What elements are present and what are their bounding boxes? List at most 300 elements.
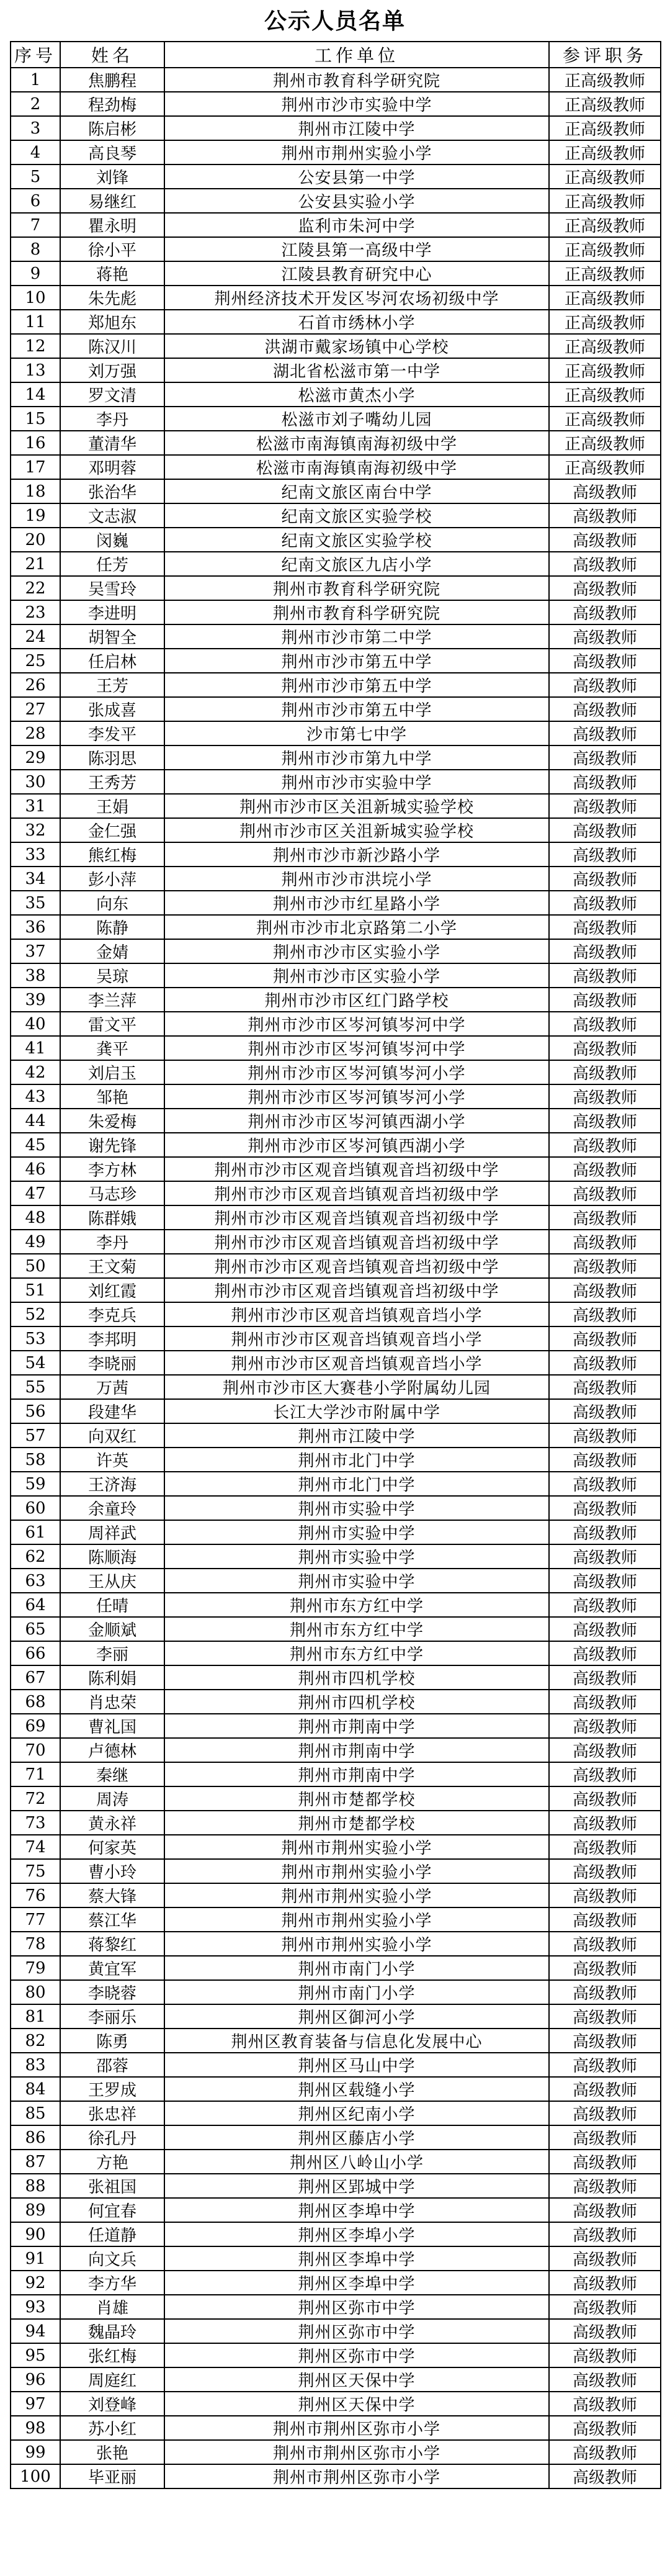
cell-work-unit: 荆州市沙市区岑河镇岑河中学 bbox=[164, 1012, 549, 1036]
cell-position: 高级教师 bbox=[549, 745, 661, 770]
cell-name: 朱先彪 bbox=[60, 286, 164, 310]
cell-position: 高级教师 bbox=[549, 2101, 661, 2125]
cell-name: 易继红 bbox=[60, 189, 164, 213]
cell-position: 高级教师 bbox=[549, 988, 661, 1012]
cell-index: 34 bbox=[11, 867, 60, 891]
table-row bbox=[11, 1520, 661, 1544]
cell-index: 1 bbox=[11, 68, 60, 92]
cell-work-unit: 荆州市荆州实验小学 bbox=[164, 1859, 549, 1883]
cell-position: 高级教师 bbox=[549, 2004, 661, 2029]
cell-position: 高级教师 bbox=[549, 2464, 661, 2488]
cell-name: 余童玲 bbox=[60, 1496, 164, 1520]
cell-work-unit: 荆州市南门小学 bbox=[164, 1980, 549, 2004]
cell-name: 卢德林 bbox=[60, 1738, 164, 1762]
cell-name: 向东 bbox=[60, 891, 164, 915]
cell-index: 83 bbox=[11, 2053, 60, 2077]
cell-work-unit: 荆州市沙市区实验小学 bbox=[164, 939, 549, 963]
cell-work-unit: 荆州市沙市北京路第二小学 bbox=[164, 915, 549, 939]
cell-position: 正高级教师 bbox=[549, 68, 661, 92]
table-row bbox=[11, 1859, 661, 1883]
table-row bbox=[11, 673, 661, 697]
cell-position: 高级教师 bbox=[549, 1012, 661, 1036]
table-row bbox=[11, 988, 661, 1012]
cell-name: 刘锋 bbox=[60, 164, 164, 189]
cell-name: 张祖国 bbox=[60, 2174, 164, 2198]
table-row bbox=[11, 2125, 661, 2150]
cell-name: 李兰萍 bbox=[60, 988, 164, 1012]
cell-name: 金仁强 bbox=[60, 818, 164, 842]
cell-work-unit: 纪南文旅区南台中学 bbox=[164, 479, 549, 503]
cell-position: 高级教师 bbox=[549, 963, 661, 988]
table-row bbox=[11, 1448, 661, 1472]
cell-name: 任启林 bbox=[60, 649, 164, 673]
cell-index: 98 bbox=[11, 2416, 60, 2440]
cell-work-unit: 荆州区天保中学 bbox=[164, 2367, 549, 2392]
cell-work-unit: 纪南文旅区实验学校 bbox=[164, 503, 549, 528]
cell-work-unit: 荆州市沙市区岑河镇西湖小学 bbox=[164, 1109, 549, 1133]
cell-position: 正高级教师 bbox=[549, 92, 661, 116]
cell-work-unit: 荆州市荆州实验小学 bbox=[164, 1883, 549, 1907]
cell-work-unit: 荆州市沙市区观音垱镇观音垱初级中学 bbox=[164, 1230, 549, 1254]
cell-index: 80 bbox=[11, 1980, 60, 2004]
table-row bbox=[11, 2101, 661, 2125]
table-row bbox=[11, 1399, 661, 1423]
cell-work-unit: 沙市第七中学 bbox=[164, 721, 549, 745]
cell-position: 高级教师 bbox=[549, 2319, 661, 2343]
table-row bbox=[11, 1786, 661, 1811]
cell-name: 方艳 bbox=[60, 2150, 164, 2174]
cell-position: 高级教师 bbox=[549, 1302, 661, 1326]
table-row bbox=[11, 552, 661, 576]
cell-work-unit: 荆州市沙市新沙路小学 bbox=[164, 842, 549, 867]
cell-name: 万茜 bbox=[60, 1375, 164, 1399]
cell-index: 76 bbox=[11, 1883, 60, 1907]
cell-index: 50 bbox=[11, 1254, 60, 1278]
cell-index: 56 bbox=[11, 1399, 60, 1423]
table-row bbox=[11, 1811, 661, 1835]
cell-position: 正高级教师 bbox=[549, 261, 661, 286]
cell-index: 59 bbox=[11, 1472, 60, 1496]
cell-name: 王芳 bbox=[60, 673, 164, 697]
cell-name: 徐孔丹 bbox=[60, 2125, 164, 2150]
cell-position: 高级教师 bbox=[549, 891, 661, 915]
cell-index: 73 bbox=[11, 1811, 60, 1835]
cell-position: 高级教师 bbox=[549, 1956, 661, 1980]
table-body bbox=[11, 68, 661, 2488]
cell-name: 王文菊 bbox=[60, 1254, 164, 1278]
cell-position: 高级教师 bbox=[549, 1133, 661, 1157]
table-row bbox=[11, 1326, 661, 1351]
cell-position: 高级教师 bbox=[549, 1109, 661, 1133]
table-row bbox=[11, 189, 661, 213]
cell-index: 87 bbox=[11, 2150, 60, 2174]
cell-position: 高级教师 bbox=[549, 1496, 661, 1520]
cell-index: 27 bbox=[11, 697, 60, 721]
cell-name: 陈群娥 bbox=[60, 1205, 164, 1230]
cell-index: 78 bbox=[11, 1932, 60, 1956]
cell-position: 高级教师 bbox=[549, 1617, 661, 1641]
table-row bbox=[11, 1738, 661, 1762]
cell-index: 23 bbox=[11, 600, 60, 624]
cell-name: 王济海 bbox=[60, 1472, 164, 1496]
cell-work-unit: 荆州市沙市区岑河镇西湖小学 bbox=[164, 1133, 549, 1157]
cell-position: 高级教师 bbox=[549, 2295, 661, 2319]
cell-position: 正高级教师 bbox=[549, 431, 661, 455]
table-row bbox=[11, 2029, 661, 2053]
cell-index: 55 bbox=[11, 1375, 60, 1399]
cell-work-unit: 荆州市沙市区岑河镇岑河小学 bbox=[164, 1060, 549, 1084]
cell-name: 向文兵 bbox=[60, 2246, 164, 2271]
cell-work-unit: 石首市绣林小学 bbox=[164, 310, 549, 334]
cell-index: 62 bbox=[11, 1544, 60, 1569]
table-row bbox=[11, 1012, 661, 1036]
cell-position: 高级教师 bbox=[549, 1205, 661, 1230]
cell-work-unit: 荆州市江陵中学 bbox=[164, 116, 549, 140]
cell-index: 45 bbox=[11, 1133, 60, 1157]
table-row bbox=[11, 1230, 661, 1254]
cell-position: 高级教师 bbox=[549, 1932, 661, 1956]
cell-index: 11 bbox=[11, 310, 60, 334]
cell-work-unit: 纪南文旅区实验学校 bbox=[164, 528, 549, 552]
cell-work-unit: 荆州市荆南中学 bbox=[164, 1762, 549, 1786]
cell-position: 高级教师 bbox=[549, 1714, 661, 1738]
cell-position: 高级教师 bbox=[549, 2053, 661, 2077]
cell-index: 67 bbox=[11, 1665, 60, 1690]
table-row bbox=[11, 237, 661, 261]
cell-index: 43 bbox=[11, 1084, 60, 1109]
cell-index: 88 bbox=[11, 2174, 60, 2198]
cell-position: 高级教师 bbox=[549, 697, 661, 721]
cell-index: 90 bbox=[11, 2222, 60, 2246]
table-row bbox=[11, 1254, 661, 1278]
cell-index: 57 bbox=[11, 1423, 60, 1448]
table-row bbox=[11, 2367, 661, 2392]
cell-name: 李晓丽 bbox=[60, 1351, 164, 1375]
cell-index: 58 bbox=[11, 1448, 60, 1472]
cell-position: 高级教师 bbox=[549, 2271, 661, 2295]
cell-position: 高级教师 bbox=[549, 2392, 661, 2416]
cell-index: 74 bbox=[11, 1835, 60, 1859]
table-row bbox=[11, 358, 661, 382]
cell-name: 吴琼 bbox=[60, 963, 164, 988]
cell-name: 高良琴 bbox=[60, 140, 164, 164]
cell-index: 3 bbox=[11, 116, 60, 140]
cell-index: 28 bbox=[11, 721, 60, 745]
cell-index: 66 bbox=[11, 1641, 60, 1665]
cell-name: 何宜春 bbox=[60, 2198, 164, 2222]
table-row bbox=[11, 1883, 661, 1907]
cell-position: 高级教师 bbox=[549, 1326, 661, 1351]
cell-name: 龚平 bbox=[60, 1036, 164, 1060]
cell-index: 94 bbox=[11, 2319, 60, 2343]
cell-work-unit: 荆州市四机学校 bbox=[164, 1665, 549, 1690]
cell-name: 曹小玲 bbox=[60, 1859, 164, 1883]
table-row bbox=[11, 310, 661, 334]
table-row bbox=[11, 1036, 661, 1060]
cell-work-unit: 荆州市沙市区观音垱镇观音垱小学 bbox=[164, 1302, 549, 1326]
table-row bbox=[11, 867, 661, 891]
cell-index: 20 bbox=[11, 528, 60, 552]
table-row bbox=[11, 1423, 661, 1448]
cell-index: 31 bbox=[11, 794, 60, 818]
cell-position: 高级教师 bbox=[549, 939, 661, 963]
table-row bbox=[11, 1205, 661, 1230]
cell-index: 79 bbox=[11, 1956, 60, 1980]
cell-name: 王娟 bbox=[60, 794, 164, 818]
table-row bbox=[11, 576, 661, 600]
cell-index: 6 bbox=[11, 189, 60, 213]
cell-position: 高级教师 bbox=[549, 1665, 661, 1690]
cell-name: 瞿永明 bbox=[60, 213, 164, 237]
cell-index: 49 bbox=[11, 1230, 60, 1254]
cell-index: 37 bbox=[11, 939, 60, 963]
table-row bbox=[11, 1690, 661, 1714]
cell-work-unit: 荆州市沙市区岑河镇岑河中学 bbox=[164, 1036, 549, 1060]
cell-name: 蔡江华 bbox=[60, 1907, 164, 1932]
table-row bbox=[11, 334, 661, 358]
cell-position: 高级教师 bbox=[549, 552, 661, 576]
cell-index: 15 bbox=[11, 407, 60, 431]
cell-index: 85 bbox=[11, 2101, 60, 2125]
cell-name: 许英 bbox=[60, 1448, 164, 1472]
cell-index: 9 bbox=[11, 261, 60, 286]
cell-work-unit: 荆州市沙市第五中学 bbox=[164, 649, 549, 673]
cell-work-unit: 松滋市刘子嘴幼儿园 bbox=[164, 407, 549, 431]
cell-position: 高级教师 bbox=[549, 1423, 661, 1448]
cell-work-unit: 荆州市沙市区观音垱镇观音垱初级中学 bbox=[164, 1278, 549, 1302]
table-row bbox=[11, 68, 661, 92]
cell-index: 24 bbox=[11, 624, 60, 649]
cell-position: 高级教师 bbox=[549, 1641, 661, 1665]
cell-index: 22 bbox=[11, 576, 60, 600]
table-row bbox=[11, 842, 661, 867]
cell-index: 95 bbox=[11, 2343, 60, 2367]
roster-table bbox=[10, 41, 661, 2489]
cell-index: 26 bbox=[11, 673, 60, 697]
cell-name: 董清华 bbox=[60, 431, 164, 455]
cell-name: 蒋黎红 bbox=[60, 1932, 164, 1956]
table-row bbox=[11, 479, 661, 503]
cell-position: 高级教师 bbox=[549, 1738, 661, 1762]
cell-work-unit: 荆州市沙市实验中学 bbox=[164, 770, 549, 794]
cell-position: 高级教师 bbox=[549, 1084, 661, 1109]
table-row bbox=[11, 939, 661, 963]
cell-index: 93 bbox=[11, 2295, 60, 2319]
cell-index: 99 bbox=[11, 2440, 60, 2464]
cell-index: 2 bbox=[11, 92, 60, 116]
cell-name: 彭小萍 bbox=[60, 867, 164, 891]
cell-index: 33 bbox=[11, 842, 60, 867]
cell-index: 7 bbox=[11, 213, 60, 237]
cell-work-unit: 荆州市沙市区观音垱镇观音垱初级中学 bbox=[164, 1157, 549, 1181]
table-row bbox=[11, 770, 661, 794]
cell-work-unit: 荆州区马山中学 bbox=[164, 2053, 549, 2077]
cell-name: 陈汉川 bbox=[60, 334, 164, 358]
cell-position: 高级教师 bbox=[549, 2367, 661, 2392]
cell-index: 16 bbox=[11, 431, 60, 455]
table-row bbox=[11, 261, 661, 286]
table-row bbox=[11, 1665, 661, 1690]
table-row bbox=[11, 1278, 661, 1302]
cell-position: 高级教师 bbox=[549, 1835, 661, 1859]
table-row bbox=[11, 1472, 661, 1496]
cell-position: 高级教师 bbox=[549, 1157, 661, 1181]
table-row bbox=[11, 431, 661, 455]
cell-position: 高级教师 bbox=[549, 1520, 661, 1544]
cell-name: 王从庆 bbox=[60, 1569, 164, 1593]
cell-work-unit: 荆州区天保中学 bbox=[164, 2392, 549, 2416]
cell-index: 71 bbox=[11, 1762, 60, 1786]
cell-work-unit: 荆州市江陵中学 bbox=[164, 1423, 549, 1448]
table-row bbox=[11, 2416, 661, 2440]
cell-work-unit: 荆州市教育科学研究院 bbox=[164, 576, 549, 600]
cell-work-unit: 荆州区弥市中学 bbox=[164, 2295, 549, 2319]
header-work-unit: 工作单位 bbox=[164, 42, 549, 68]
cell-index: 13 bbox=[11, 358, 60, 382]
cell-position: 正高级教师 bbox=[549, 334, 661, 358]
cell-name: 李丹 bbox=[60, 1230, 164, 1254]
cell-position: 高级教师 bbox=[549, 2440, 661, 2464]
cell-position: 正高级教师 bbox=[549, 116, 661, 140]
cell-work-unit: 荆州市沙市区观音垱镇观音垱初级中学 bbox=[164, 1205, 549, 1230]
cell-position: 高级教师 bbox=[549, 2246, 661, 2271]
table-row bbox=[11, 1617, 661, 1641]
cell-position: 正高级教师 bbox=[549, 189, 661, 213]
table-row bbox=[11, 1375, 661, 1399]
cell-name: 李进明 bbox=[60, 600, 164, 624]
table-row bbox=[11, 1762, 661, 1786]
cell-position: 高级教师 bbox=[549, 1569, 661, 1593]
cell-name: 雷文平 bbox=[60, 1012, 164, 1036]
cell-position: 高级教师 bbox=[549, 721, 661, 745]
table-row bbox=[11, 915, 661, 939]
cell-name: 肖雄 bbox=[60, 2295, 164, 2319]
cell-work-unit: 荆州市沙市区观音垱镇观音垱小学 bbox=[164, 1326, 549, 1351]
table-row bbox=[11, 600, 661, 624]
table-row bbox=[11, 745, 661, 770]
cell-name: 谢先锋 bbox=[60, 1133, 164, 1157]
cell-name: 胡智全 bbox=[60, 624, 164, 649]
cell-name: 何家英 bbox=[60, 1835, 164, 1859]
cell-position: 高级教师 bbox=[549, 1278, 661, 1302]
cell-name: 焦鹏程 bbox=[60, 68, 164, 92]
cell-name: 陈顺海 bbox=[60, 1544, 164, 1569]
cell-work-unit: 荆州市沙市区大赛巷小学附属幼儿园 bbox=[164, 1375, 549, 1399]
cell-name: 黄永祥 bbox=[60, 1811, 164, 1835]
table-row bbox=[11, 528, 661, 552]
table-row bbox=[11, 1496, 661, 1520]
cell-work-unit: 荆州区李埠中学 bbox=[164, 2271, 549, 2295]
cell-name: 周祥武 bbox=[60, 1520, 164, 1544]
table-row bbox=[11, 1569, 661, 1593]
cell-position: 高级教师 bbox=[549, 600, 661, 624]
cell-name: 苏小红 bbox=[60, 2416, 164, 2440]
cell-position: 高级教师 bbox=[549, 624, 661, 649]
cell-work-unit: 监利市朱河中学 bbox=[164, 213, 549, 237]
cell-position: 高级教师 bbox=[549, 867, 661, 891]
cell-name: 任道静 bbox=[60, 2222, 164, 2246]
cell-name: 张治华 bbox=[60, 479, 164, 503]
cell-index: 53 bbox=[11, 1326, 60, 1351]
cell-position: 正高级教师 bbox=[549, 455, 661, 479]
cell-position: 高级教师 bbox=[549, 1907, 661, 1932]
cell-name: 李邦明 bbox=[60, 1326, 164, 1351]
table-row bbox=[11, 2174, 661, 2198]
cell-work-unit: 荆州区李埠中学 bbox=[164, 2246, 549, 2271]
header-position: 参评职务 bbox=[549, 42, 661, 68]
cell-work-unit: 荆州市沙市洪垸小学 bbox=[164, 867, 549, 891]
cell-name: 周涛 bbox=[60, 1786, 164, 1811]
cell-work-unit: 荆州市教育科学研究院 bbox=[164, 600, 549, 624]
cell-position: 高级教师 bbox=[549, 842, 661, 867]
cell-name: 王罗成 bbox=[60, 2077, 164, 2101]
cell-work-unit: 公安县第一中学 bbox=[164, 164, 549, 189]
table-row bbox=[11, 116, 661, 140]
cell-index: 19 bbox=[11, 503, 60, 528]
cell-index: 12 bbox=[11, 334, 60, 358]
cell-name: 罗文清 bbox=[60, 382, 164, 407]
cell-index: 30 bbox=[11, 770, 60, 794]
cell-index: 96 bbox=[11, 2367, 60, 2392]
cell-work-unit: 荆州市沙市区岑河镇岑河小学 bbox=[164, 1084, 549, 1109]
cell-name: 陈静 bbox=[60, 915, 164, 939]
cell-index: 61 bbox=[11, 1520, 60, 1544]
table-row bbox=[11, 2053, 661, 2077]
cell-index: 69 bbox=[11, 1714, 60, 1738]
cell-name: 李丽乐 bbox=[60, 2004, 164, 2029]
cell-position: 高级教师 bbox=[549, 2174, 661, 2198]
cell-name: 肖忠荣 bbox=[60, 1690, 164, 1714]
table-row bbox=[11, 382, 661, 407]
table-row bbox=[11, 891, 661, 915]
cell-index: 40 bbox=[11, 1012, 60, 1036]
cell-work-unit: 荆州市楚都学校 bbox=[164, 1786, 549, 1811]
cell-name: 徐小平 bbox=[60, 237, 164, 261]
cell-work-unit: 荆州市楚都学校 bbox=[164, 1811, 549, 1835]
cell-name: 李丹 bbox=[60, 407, 164, 431]
cell-name: 金婧 bbox=[60, 939, 164, 963]
cell-position: 高级教师 bbox=[549, 649, 661, 673]
cell-work-unit: 荆州市沙市红星路小学 bbox=[164, 891, 549, 915]
cell-index: 75 bbox=[11, 1859, 60, 1883]
table-row bbox=[11, 2271, 661, 2295]
cell-work-unit: 荆州区李埠小学 bbox=[164, 2222, 549, 2246]
cell-name: 邵蓉 bbox=[60, 2053, 164, 2077]
cell-work-unit: 荆州市沙市区观音垱镇观音垱初级中学 bbox=[164, 1181, 549, 1205]
cell-name: 刘红霞 bbox=[60, 1278, 164, 1302]
cell-work-unit: 荆州市荆南中学 bbox=[164, 1738, 549, 1762]
cell-work-unit: 荆州市实验中学 bbox=[164, 1569, 549, 1593]
cell-work-unit: 纪南文旅区九店小学 bbox=[164, 552, 549, 576]
cell-position: 高级教师 bbox=[549, 1181, 661, 1205]
cell-work-unit: 公安县实验小学 bbox=[164, 189, 549, 213]
cell-position: 正高级教师 bbox=[549, 382, 661, 407]
table-row bbox=[11, 624, 661, 649]
cell-work-unit: 荆州区教育装备与信息化发展中心 bbox=[164, 2029, 549, 2053]
cell-work-unit: 荆州市荆州区弥市小学 bbox=[164, 2464, 549, 2488]
table-row bbox=[11, 1109, 661, 1133]
cell-work-unit: 江陵县教育研究中心 bbox=[164, 261, 549, 286]
cell-position: 高级教师 bbox=[549, 1254, 661, 1278]
cell-index: 89 bbox=[11, 2198, 60, 2222]
cell-index: 38 bbox=[11, 963, 60, 988]
cell-index: 77 bbox=[11, 1907, 60, 1932]
cell-position: 高级教师 bbox=[549, 1690, 661, 1714]
table-row bbox=[11, 794, 661, 818]
cell-name: 闵巍 bbox=[60, 528, 164, 552]
cell-name: 陈利娟 bbox=[60, 1665, 164, 1690]
cell-name: 黄宜军 bbox=[60, 1956, 164, 1980]
